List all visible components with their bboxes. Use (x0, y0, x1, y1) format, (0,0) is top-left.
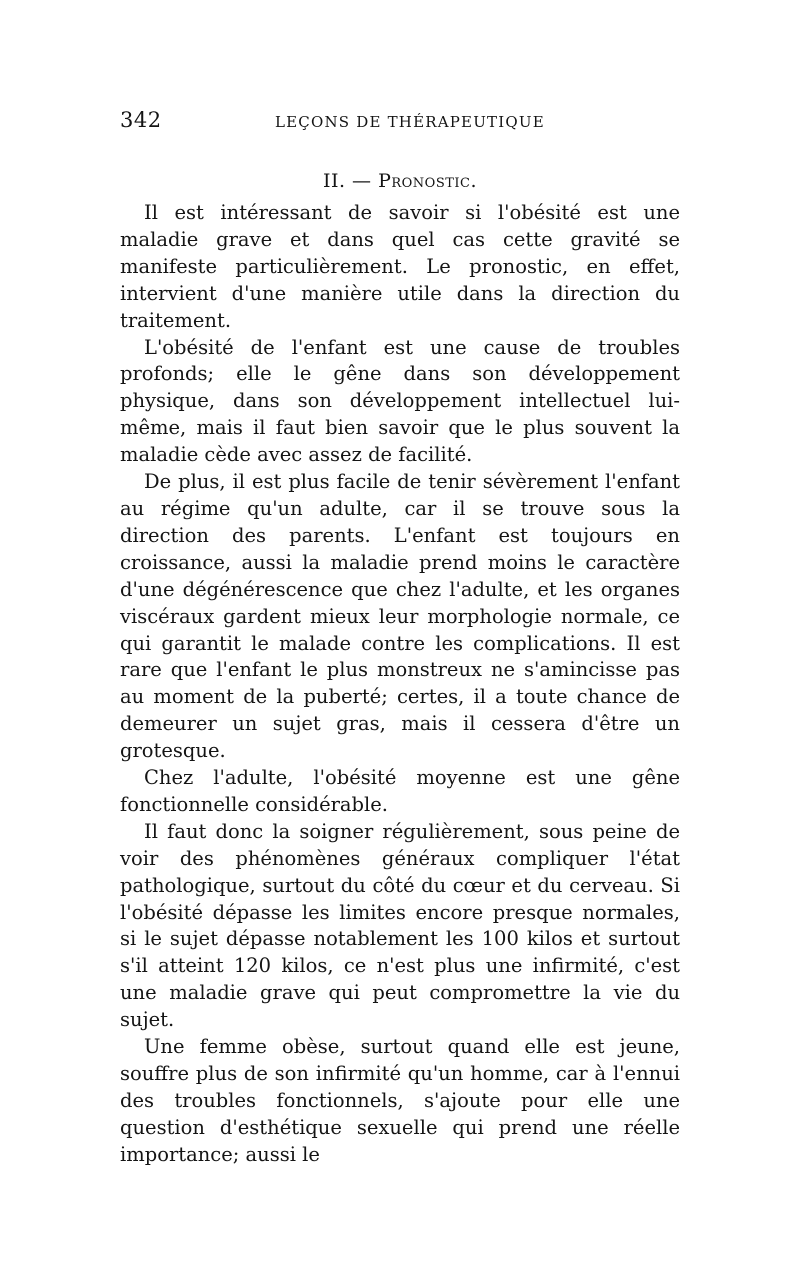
section-heading (120, 170, 680, 192)
section-number: II. — (322, 170, 372, 192)
paragraph: De plus, il est plus facile de tenir sévèrement l'enfant au régime qu'un adulte, car il se trouve sous la direction des parents. L'enfant est toujours en croissance, aussi la maladie prend moins le caractère d'une dégénérescence que chez l'adulte, et les organes viscéraux gardent mieux leur morphologie normale, ce qui garantit le malade contre les complications. Il est rare que l'enfant le plus monstreux ne s'amincisse pas au moment de la puberté; certes, il a toute chance de demeurer un sujet gras, mais il cessera d'être un grotesque. (120, 470, 680, 763)
paragraph: Il faut donc la soigner régulièrement, sous peine de voir des phénomènes généraux compliquer l'état pathologique, surtout du côté du cœur et du cerveau. Si l'obésité dépasse les limites encore presque normales, si le sujet dépasse notablement les 100 kilos et surtout s'il atteint 120 kilos, ce n'est plus une infirmité, c'est une maladie grave qui peut compromettre la vie du sujet. (120, 819, 680, 1032)
running-title: LEÇONS DE THÉRAPEUTIQUE (275, 113, 545, 131)
body-text (120, 200, 680, 1169)
paragraph: Une femme obèse, surtout quand elle est jeune, souffre plus de son infirmité qu'un homme, car à l'ennui des troubles fonctionnels, s'ajoute pour elle une question d'esthétique sexuelle qui prend une réelle importance; aussi le (120, 1035, 680, 1166)
running-head (120, 108, 680, 138)
paragraph: L'obésité de l'enfant est une cause de troubles profonds; elle le gêne dans son développement physique, dans son développement intellectuel lui-même, mais il faut bien savoir que le plus souvent la maladie cède avec assez de facilité. (120, 335, 680, 467)
section-title: Pronostic. (378, 170, 478, 192)
paragraph: Il est intéressant de savoir si l'obésité est une maladie grave et dans quel cas cette gravité se manifeste particulièrement. Le pronostic, en effet, intervient d'une manière utile dans la direction du traitement. (120, 201, 680, 332)
paragraph: Chez l'adulte, l'obésité moyenne est une gêne fonctionnelle considérable. (120, 766, 680, 816)
page-number: 342 (120, 108, 162, 132)
